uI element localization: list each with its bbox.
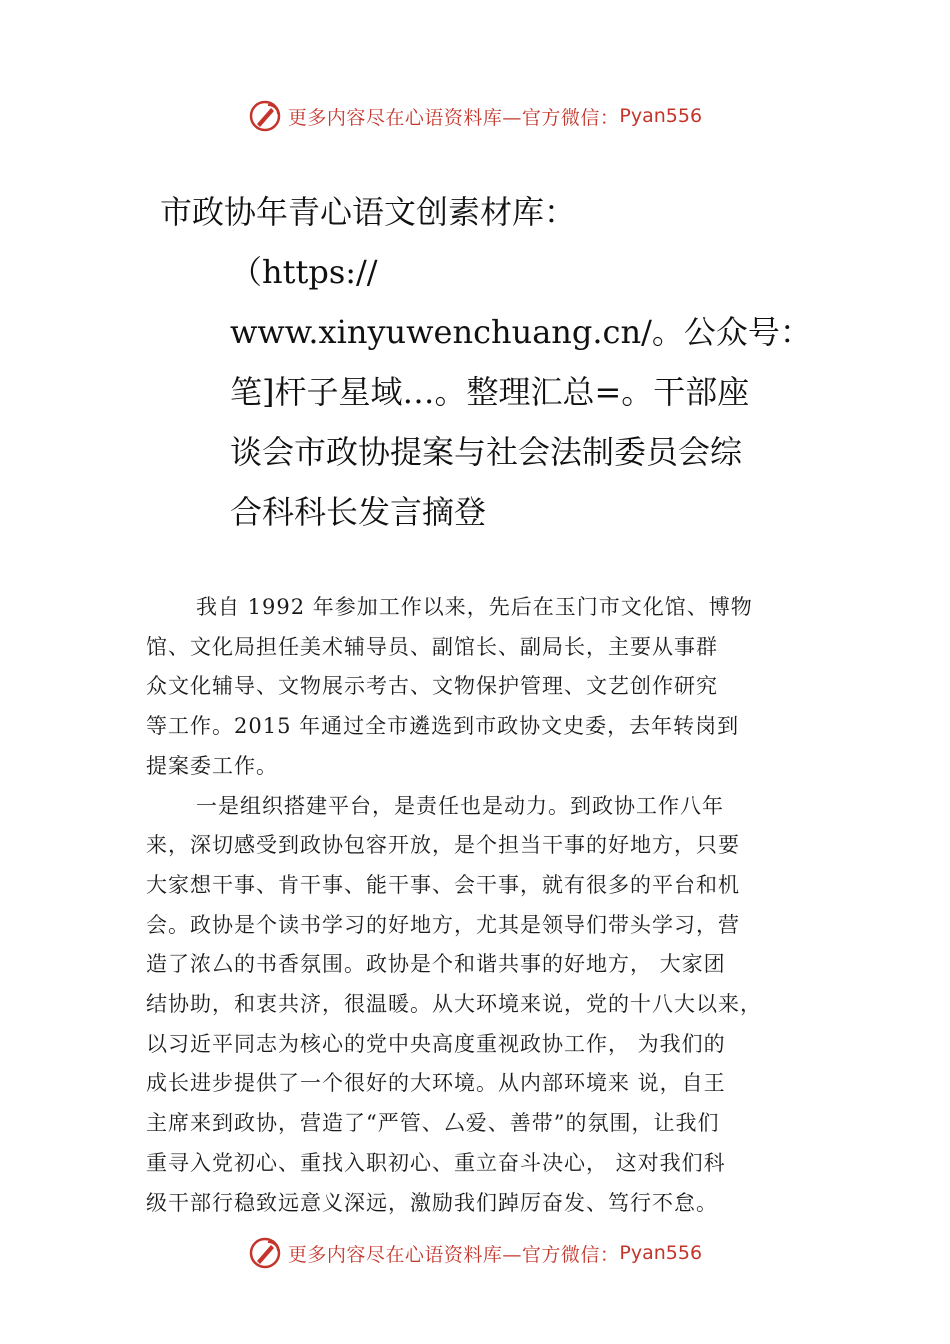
body-line: 我自 1992 年参加工作以来，先后在玉门市文化馆、博物 xyxy=(196,595,753,619)
pen-logo-icon xyxy=(248,1236,282,1270)
body-line: 以习近平同志为核心的党中央高度重视政协工作， 为我们的 xyxy=(146,1031,726,1056)
document-title xyxy=(160,182,820,542)
wechat-id: Pyan556 xyxy=(619,105,703,127)
title-line: 谈会市政协提案与社会法制委员会综 xyxy=(230,433,743,471)
body-line: 结协助，和衷共济，很温暖。从大环境来说，党的十八大以来， xyxy=(146,992,762,1017)
pen-logo-icon xyxy=(248,99,282,133)
body-line: 馆、文化局担任美术辅导员、副馆长、副局长，主要从事群 xyxy=(146,634,718,659)
body-line: 一是组织搭建平台，是责任也是动力。到政协工作八年 xyxy=(196,793,724,818)
title-line: （https:// xyxy=(230,253,378,291)
title-line: 合科科长发言摘登 xyxy=(230,493,487,531)
header-banner xyxy=(0,96,950,136)
document-body xyxy=(146,588,846,1223)
body-line: 大家想干事、肯干事、能干事、会干事，就有很多的平台和机 xyxy=(146,872,740,897)
body-line: 造了浓厶的书香氛围。政协是个和谐共事的好地方， 大家团 xyxy=(146,952,726,977)
body-line: 会。政协是个读书学习的好地方，尤其是领导们带头学习，营 xyxy=(146,912,740,937)
footer-banner xyxy=(0,1233,950,1273)
title-line: www.xinyuwenchuang.cn/。公众号： xyxy=(230,313,812,351)
body-line: 众文化辅导、文物展示考古、文物保护管理、文艺创作研究 xyxy=(146,674,718,699)
body-line: 成长进步提供了一个很好的大环境。从内部环境来 说，自王 xyxy=(146,1071,726,1096)
body-line: 主席来到政协，营造了“严管、厶爱、善带”的氛围，让我们 xyxy=(146,1111,720,1136)
banner-text: 更多内容尽在心语资料库—官方微信： xyxy=(287,1243,620,1266)
body-line: 重寻入党初心、重找入职初心、重立奋斗决心， 这对我们科 xyxy=(146,1150,726,1175)
title-line: 笔]杆子星域…。整理汇总=。干部座 xyxy=(230,373,750,411)
banner-text: 更多内容尽在心语资料库—官方微信： xyxy=(287,106,620,129)
title-line: 市政协年青心语文创素材库： xyxy=(160,193,577,231)
body-line: 等工作。2015 年通过全市遴选到市政协文史委，去年转岗到 xyxy=(146,714,740,739)
body-line: 级干部行稳致远意义深远，激励我们踔厉奋发、笃行不怠。 xyxy=(146,1190,718,1215)
body-line: 来，深切感受到政协包容开放，是个担当干事的好地方，只要 xyxy=(146,833,740,858)
wechat-id: Pyan556 xyxy=(619,1242,703,1264)
body-line: 提案委工作。 xyxy=(146,753,278,778)
